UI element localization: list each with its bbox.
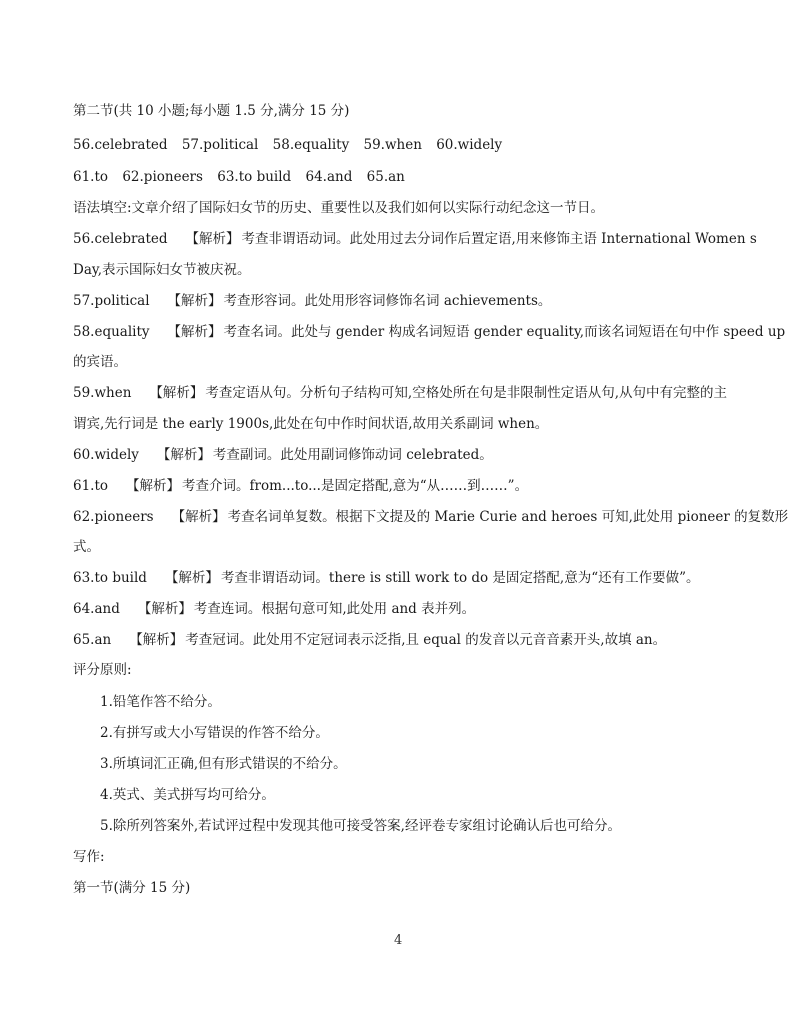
scoring-rule-5: 5.除所列答案外,若试评过程中发现其他可接受答案,经评卷专家组讨论确认后也可给分。 (100, 818, 621, 834)
answer-key-row-2 (73, 169, 733, 186)
explanation-text: 考查非谓语动词。there is still work to do 是固定搭配,意为“还有工作要做”。 (220, 570, 700, 586)
explanation-item: 59.when (73, 385, 132, 401)
explanation-62 (73, 509, 789, 526)
answer-item: 64.and (305, 169, 353, 185)
explanation-text: 考查名词单复数。根据下文提及的 Marie Curie and heroes 可知,此处用 pioneer 的复数形 (227, 509, 789, 525)
explanation-tag: 【解析】 (129, 632, 184, 648)
section-heading: 第二节(共 10 小题;每小题 1.5 分,满分 15 分) (73, 103, 350, 119)
explanation-item: 65.an (73, 632, 112, 648)
explanation-64 (73, 601, 733, 618)
explanation-item: 56.celebrated (73, 231, 168, 247)
scoring-rule-2: 2.有拼写或大小写错误的作答不给分。 (100, 725, 329, 741)
explanation-text: 考查介词。from...to...是固定搭配,意为“从……到……”。 (182, 478, 529, 494)
explanation-59-continued: 谓宾,先行词是 the early 1900s,此处在句中作时间状语,故用关系副词 when。 (73, 416, 549, 432)
explanation-item: 63.to build (73, 570, 147, 586)
explanation-text: 考查名词。此处与 gender 构成名词短语 gender equality,而该名词短语在句中作 speed up (223, 324, 786, 340)
explanation-item: 58.equality (73, 324, 150, 340)
answer-item: 65.an (366, 169, 405, 185)
explanation-61 (73, 478, 733, 495)
passage-summary: 语法填空:文章介绍了国际妇女节的历史、重要性以及我们如何以实际行动纪念这一节日。 (73, 200, 605, 216)
explanation-56-continued: Day,表示国际妇女节被庆祝。 (73, 262, 251, 278)
explanation-text: 考查形容词。此处用形容词修饰名词 achievements。 (223, 293, 552, 309)
explanation-item: 60.widely (73, 447, 139, 463)
answer-item: 60.widely (436, 137, 503, 153)
explanation-text: 考查非谓语动词。此处用过去分词作后置定语,用来修饰主语 International Women s (241, 231, 757, 247)
explanation-65 (73, 632, 733, 649)
explanation-text: 考查副词。此处用副词修饰动词 celebrated。 (212, 447, 493, 463)
explanation-item: 64.and (73, 601, 120, 617)
explanation-57 (73, 293, 733, 310)
scoring-rule-3: 3.所填词汇正确,但有形式错误的不给分。 (100, 756, 347, 772)
explanation-text: 考查连词。根据句意可知,此处用 and 表并列。 (193, 601, 476, 617)
answer-item: 59.when (363, 137, 422, 153)
writing-section-heading: 第一节(满分 15 分) (73, 880, 191, 896)
writing-heading: 写作: (73, 849, 105, 865)
page-number: 4 (394, 933, 403, 948)
explanation-tag: 【解析】 (137, 601, 192, 617)
explanation-56 (73, 231, 757, 248)
explanation-item: 57.political (73, 293, 150, 309)
explanation-text: 考查定语从句。分析句子结构可知,空格处所在句是非限制性定语从句,从句中有完整的主 (205, 385, 727, 401)
answer-item: 57.political (181, 137, 259, 153)
scoring-heading: 评分原则: (73, 662, 132, 678)
explanation-60 (73, 447, 733, 464)
scoring-rule-1: 1.铅笔作答不给分。 (100, 694, 221, 710)
explanation-tag: 【解析】 (156, 447, 211, 463)
answer-item: 61.to (73, 169, 109, 185)
explanation-59 (73, 385, 733, 402)
explanation-item: 62.pioneers (73, 509, 154, 525)
explanation-text: 考查冠词。此处用不定冠词表示泛指,且 equal 的发音以元音音素开头,故填 an。 (185, 632, 667, 648)
answer-key-row-1 (73, 137, 733, 154)
explanation-63 (73, 570, 733, 587)
explanation-tag: 【解析】 (167, 293, 222, 309)
answer-item: 58.equality (272, 137, 350, 153)
scoring-rule-4: 4.英式、美式拼写均可给分。 (100, 787, 275, 803)
explanation-tag: 【解析】 (126, 478, 181, 494)
explanation-58 (73, 324, 786, 341)
explanation-tag: 【解析】 (149, 385, 204, 401)
answer-item: 62.pioneers (122, 169, 203, 185)
explanation-tag: 【解析】 (185, 231, 240, 247)
explanation-tag: 【解析】 (164, 570, 219, 586)
explanation-62-continued: 式。 (73, 539, 100, 555)
explanation-58-continued: 的宾语。 (73, 354, 127, 370)
answer-item: 63.to build (217, 169, 292, 185)
answer-item: 56.celebrated (73, 137, 168, 153)
explanation-tag: 【解析】 (167, 324, 222, 340)
explanation-tag: 【解析】 (171, 509, 226, 525)
explanation-item: 61.to (73, 478, 109, 494)
